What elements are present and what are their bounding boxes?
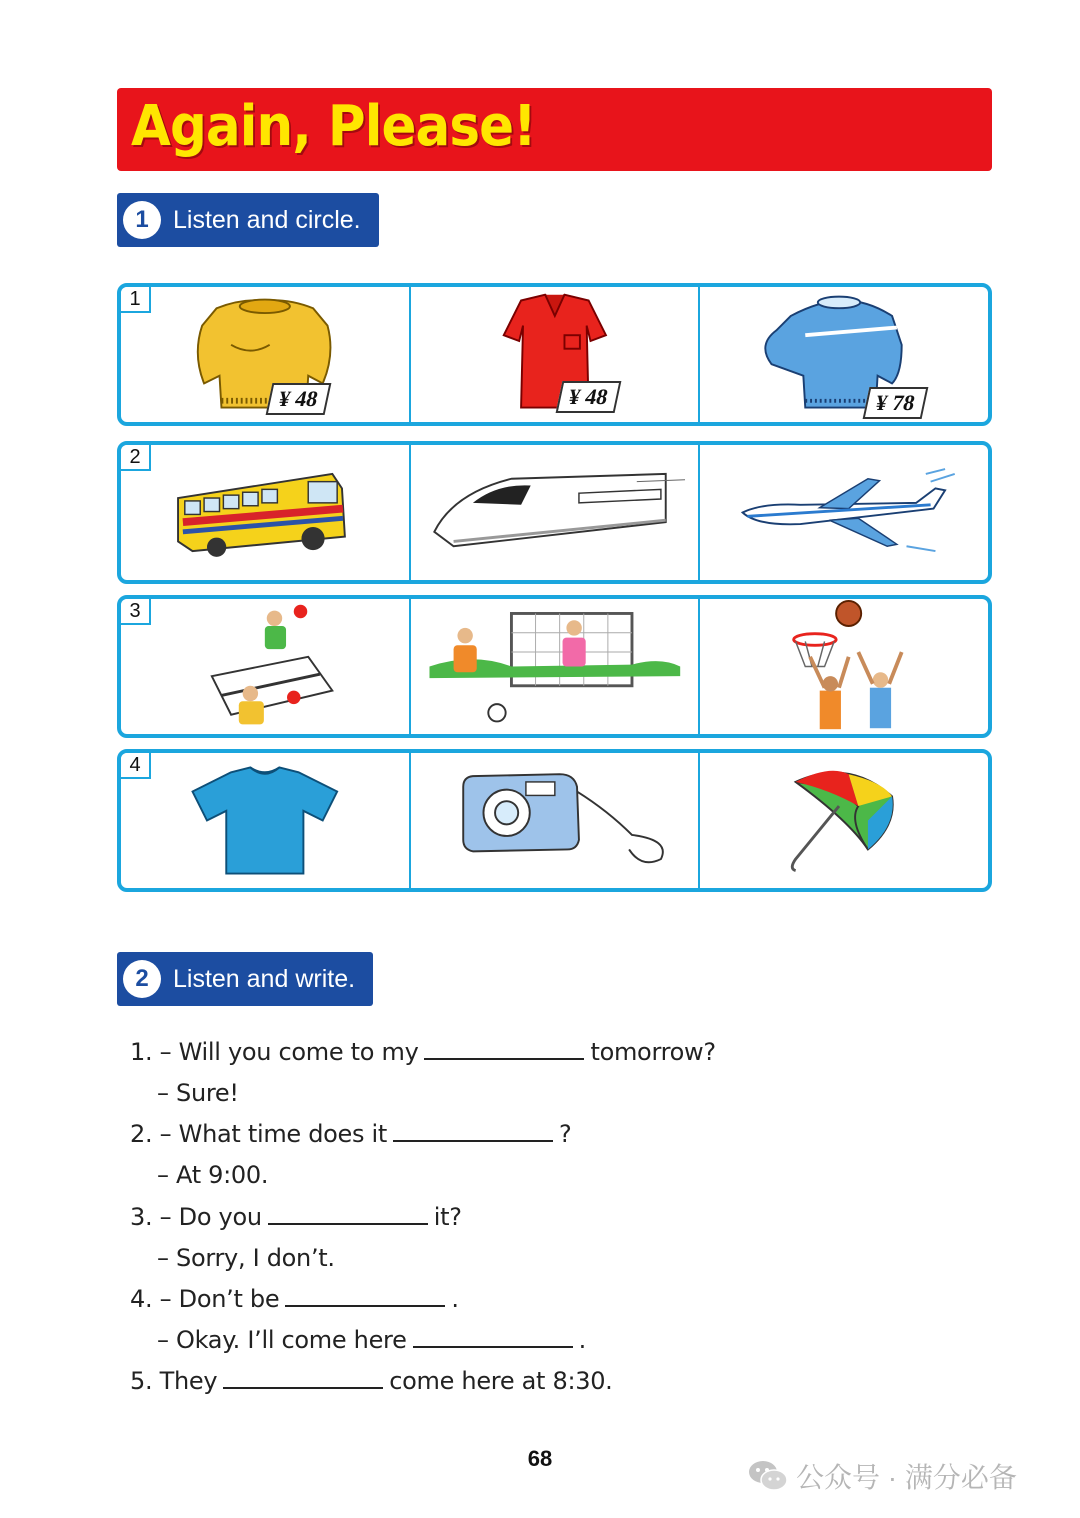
question-text: 5. They xyxy=(130,1367,218,1395)
price-tag: ¥ 78 xyxy=(863,387,928,419)
question-text: 4. – Don’t be xyxy=(130,1285,280,1313)
option-soccer[interactable] xyxy=(411,599,701,734)
answer-blank[interactable] xyxy=(285,1285,445,1307)
question-5 xyxy=(130,1367,613,1395)
question-3 xyxy=(130,1203,462,1231)
option-plane[interactable] xyxy=(700,445,988,580)
watermark-text: 公众号 · 满分必备 xyxy=(796,1462,1017,1493)
option-yellow-sweater[interactable] xyxy=(121,287,411,422)
option-ping-pong[interactable] xyxy=(121,599,411,734)
row-4 xyxy=(117,749,992,892)
question-text: 1. – Will you come to my xyxy=(130,1038,419,1066)
section-2-number: 2 xyxy=(123,960,161,998)
option-basketball[interactable] xyxy=(700,599,988,734)
question-text: . xyxy=(451,1285,459,1313)
blue-sweater-icon xyxy=(700,287,988,422)
price-tag: ¥ 48 xyxy=(555,381,620,413)
question-text: tomorrow? xyxy=(590,1038,716,1066)
section-2-label: Listen and write. xyxy=(173,964,356,993)
price-tag: ¥ 48 xyxy=(266,383,331,415)
red-shirt-icon xyxy=(411,287,699,422)
question-text: come here at 8:30. xyxy=(389,1367,613,1395)
camera-icon xyxy=(411,753,699,888)
answer-blank[interactable] xyxy=(268,1203,428,1225)
umbrella-icon xyxy=(700,753,988,888)
wechat-icon xyxy=(748,1459,788,1493)
row-number: 1 xyxy=(121,287,151,313)
answer-blank[interactable] xyxy=(223,1367,383,1389)
basketball-icon xyxy=(700,599,988,734)
answer-blank[interactable] xyxy=(424,1038,584,1060)
train-icon xyxy=(411,445,699,580)
row-number: 2 xyxy=(121,445,151,471)
section-1-label: Listen and circle. xyxy=(173,205,361,234)
row-3 xyxy=(117,595,992,738)
answer-3: – Sorry, I don’t. xyxy=(157,1244,335,1272)
answer-1: – Sure! xyxy=(157,1079,239,1107)
row-number: 3 xyxy=(121,599,151,625)
question-2 xyxy=(130,1120,571,1148)
option-train[interactable] xyxy=(411,445,701,580)
title-banner xyxy=(117,88,992,171)
answer-2: – At 9:00. xyxy=(157,1161,269,1189)
option-camera[interactable] xyxy=(411,753,701,888)
row-1 xyxy=(117,283,992,426)
row-2 xyxy=(117,441,992,584)
section-1-number: 1 xyxy=(123,201,161,239)
section-1-heading xyxy=(117,193,379,247)
question-text: 3. – Do you xyxy=(130,1203,262,1231)
question-text: 2. – What time does it xyxy=(130,1120,387,1148)
answer-blank[interactable] xyxy=(413,1326,573,1348)
bus-icon xyxy=(121,445,409,580)
page-number: 68 xyxy=(527,1446,553,1471)
yellow-sweater-icon xyxy=(121,287,409,422)
option-t-shirt[interactable] xyxy=(121,753,411,888)
question-text: – Okay. I’ll come here xyxy=(157,1326,407,1354)
question-1 xyxy=(130,1038,716,1066)
page-title: Again, Please! xyxy=(131,94,536,159)
plane-icon xyxy=(700,445,988,580)
soccer-icon xyxy=(411,599,699,734)
option-red-shirt[interactable] xyxy=(411,287,701,422)
option-blue-sweater[interactable] xyxy=(700,287,988,422)
watermark xyxy=(748,1456,1017,1496)
ping-pong-icon xyxy=(121,599,409,734)
section-2-heading xyxy=(117,952,373,1006)
option-bus[interactable] xyxy=(121,445,411,580)
t-shirt-icon xyxy=(121,753,409,888)
question-4 xyxy=(130,1285,459,1313)
question-text: it? xyxy=(433,1203,462,1231)
answer-4 xyxy=(157,1326,586,1354)
question-text: ? xyxy=(559,1120,572,1148)
row-number: 4 xyxy=(121,753,151,779)
question-text: . xyxy=(578,1326,586,1354)
option-umbrella[interactable] xyxy=(700,753,988,888)
answer-blank[interactable] xyxy=(393,1120,553,1142)
